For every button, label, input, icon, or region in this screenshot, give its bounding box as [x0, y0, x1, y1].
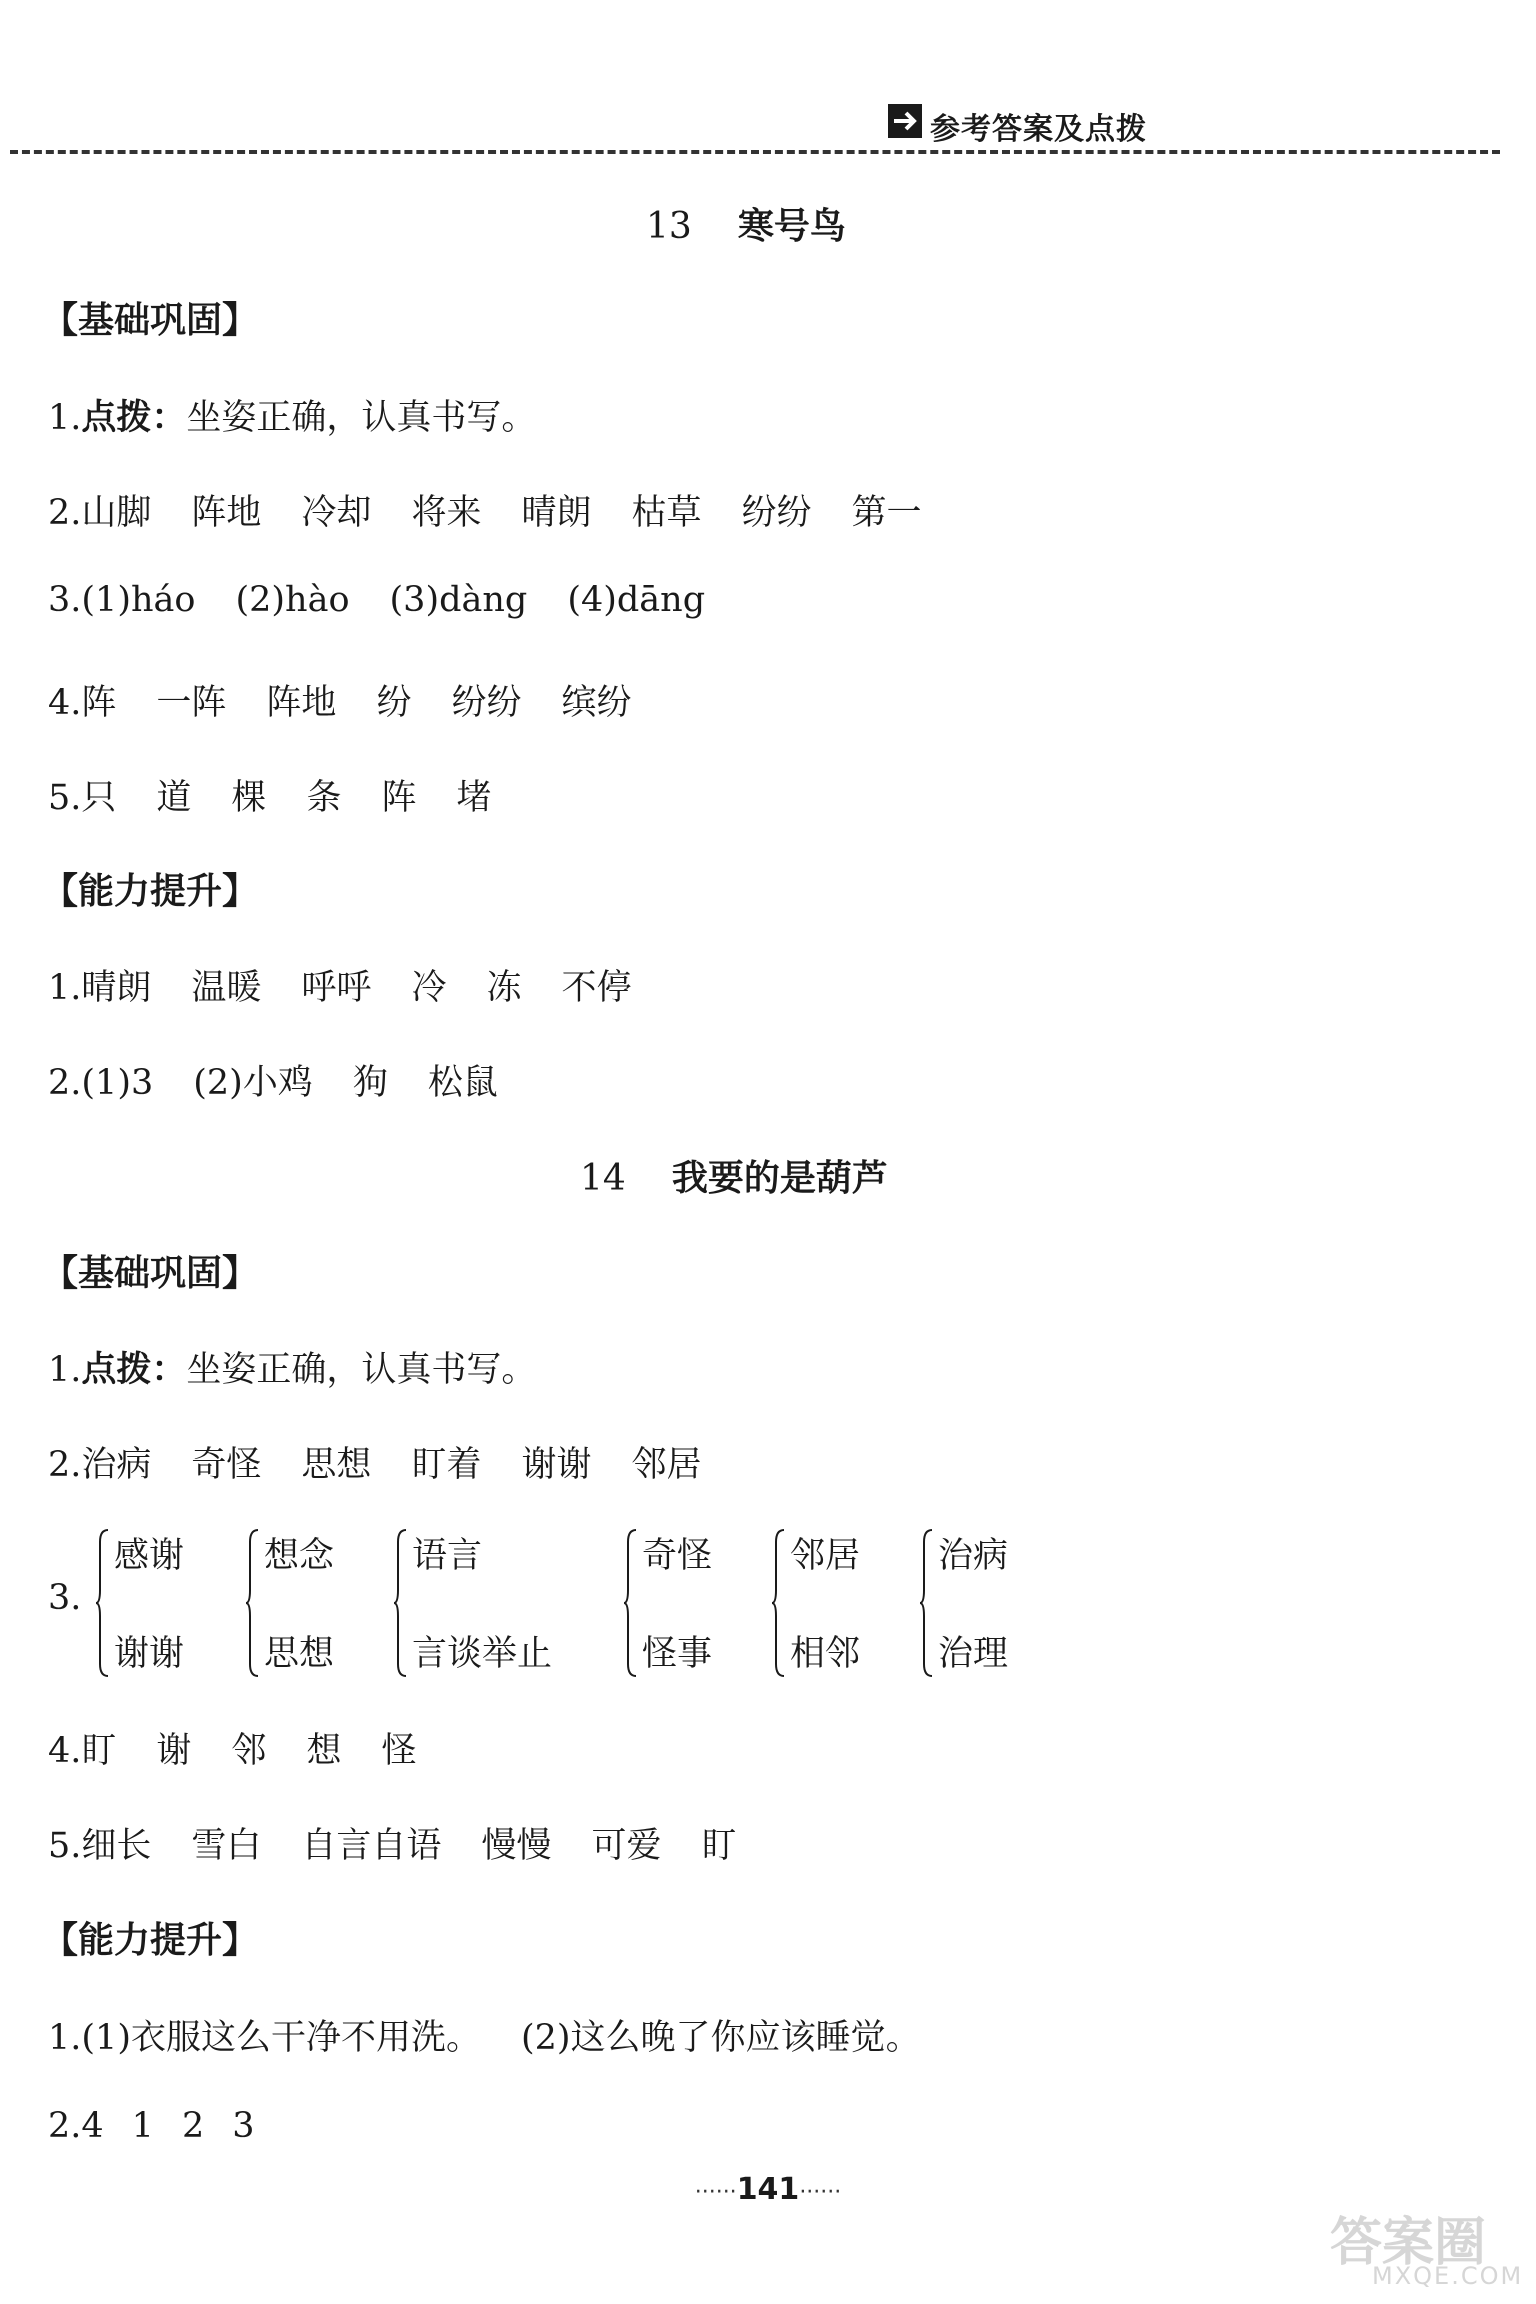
answer-line: 1.点拨：坐姿正确，认真书写。 — [48, 397, 537, 438]
answer-line: 2.4 1 2 3 — [48, 2106, 255, 2146]
answer-line: 2.(1)3 (2)小鸡 狗 松鼠 — [48, 1063, 498, 1103]
watermark-logo: 答案圈 — [1330, 2213, 1487, 2273]
brace-icon — [920, 1528, 934, 1678]
lesson-number: 14 — [580, 1158, 626, 1199]
brace-icon — [394, 1528, 408, 1678]
hint-label: 点拨： — [81, 397, 187, 438]
answer-line: 3.(1)háo (2)hào (3)dàng (4)dāng — [48, 580, 706, 620]
question-number: 3. — [48, 1578, 82, 1618]
answer-line: 5.只 道 棵 条 阵 堵 — [48, 778, 492, 818]
lesson-number: 13 — [646, 206, 692, 247]
header-title: 参考答案及点拨 — [930, 112, 1147, 147]
section-heading-basic: 【基础巩固】 — [42, 1253, 259, 1294]
answer-line: 1.晴朗 温暖 呼呼 冷 冻 不停 — [48, 968, 632, 1008]
brace-icon — [246, 1528, 260, 1678]
page-number: ······141······ — [694, 2172, 842, 2207]
answer-line: 1.点拨：坐姿正确，认真书写。 — [48, 1349, 537, 1390]
brace-icon — [624, 1528, 638, 1678]
hint-label: 点拨： — [81, 1349, 187, 1390]
answer-line: 2.治病 奇怪 思想 盯着 谢谢 邻居 — [48, 1445, 702, 1485]
section-heading-ability: 【能力提升】 — [42, 1920, 259, 1961]
lesson-name: 我要的是葫芦 — [671, 1157, 888, 1199]
watermark-url: MXQE.COM — [1372, 2262, 1524, 2290]
arrow-right-icon — [888, 104, 922, 138]
answer-line: 4.盯 谢 邻 想 怪 — [48, 1731, 417, 1771]
section-heading-ability: 【能力提升】 — [42, 871, 259, 912]
brace-icon — [96, 1528, 110, 1678]
brace-icon — [772, 1528, 786, 1678]
answer-line: 5.细长 雪白 自言自语 慢慢 可爱 盯 — [48, 1826, 737, 1866]
section-heading-basic: 【基础巩固】 — [42, 300, 259, 341]
answer-line: 4.阵 一阵 阵地 纷 纷纷 缤纷 — [48, 683, 632, 723]
lesson-name: 寒号鸟 — [737, 205, 846, 247]
answer-line: 2.山脚 阵地 冷却 将来 晴朗 枯草 纷纷 第一 — [48, 493, 922, 533]
answer-line: 1.(1)衣服这么干净不用洗。 (2)这么晚了你应该睡觉。 — [48, 2018, 921, 2058]
header-divider — [10, 150, 1500, 154]
lesson-13-title — [646, 198, 846, 249]
lesson-14-title — [580, 1150, 888, 1201]
